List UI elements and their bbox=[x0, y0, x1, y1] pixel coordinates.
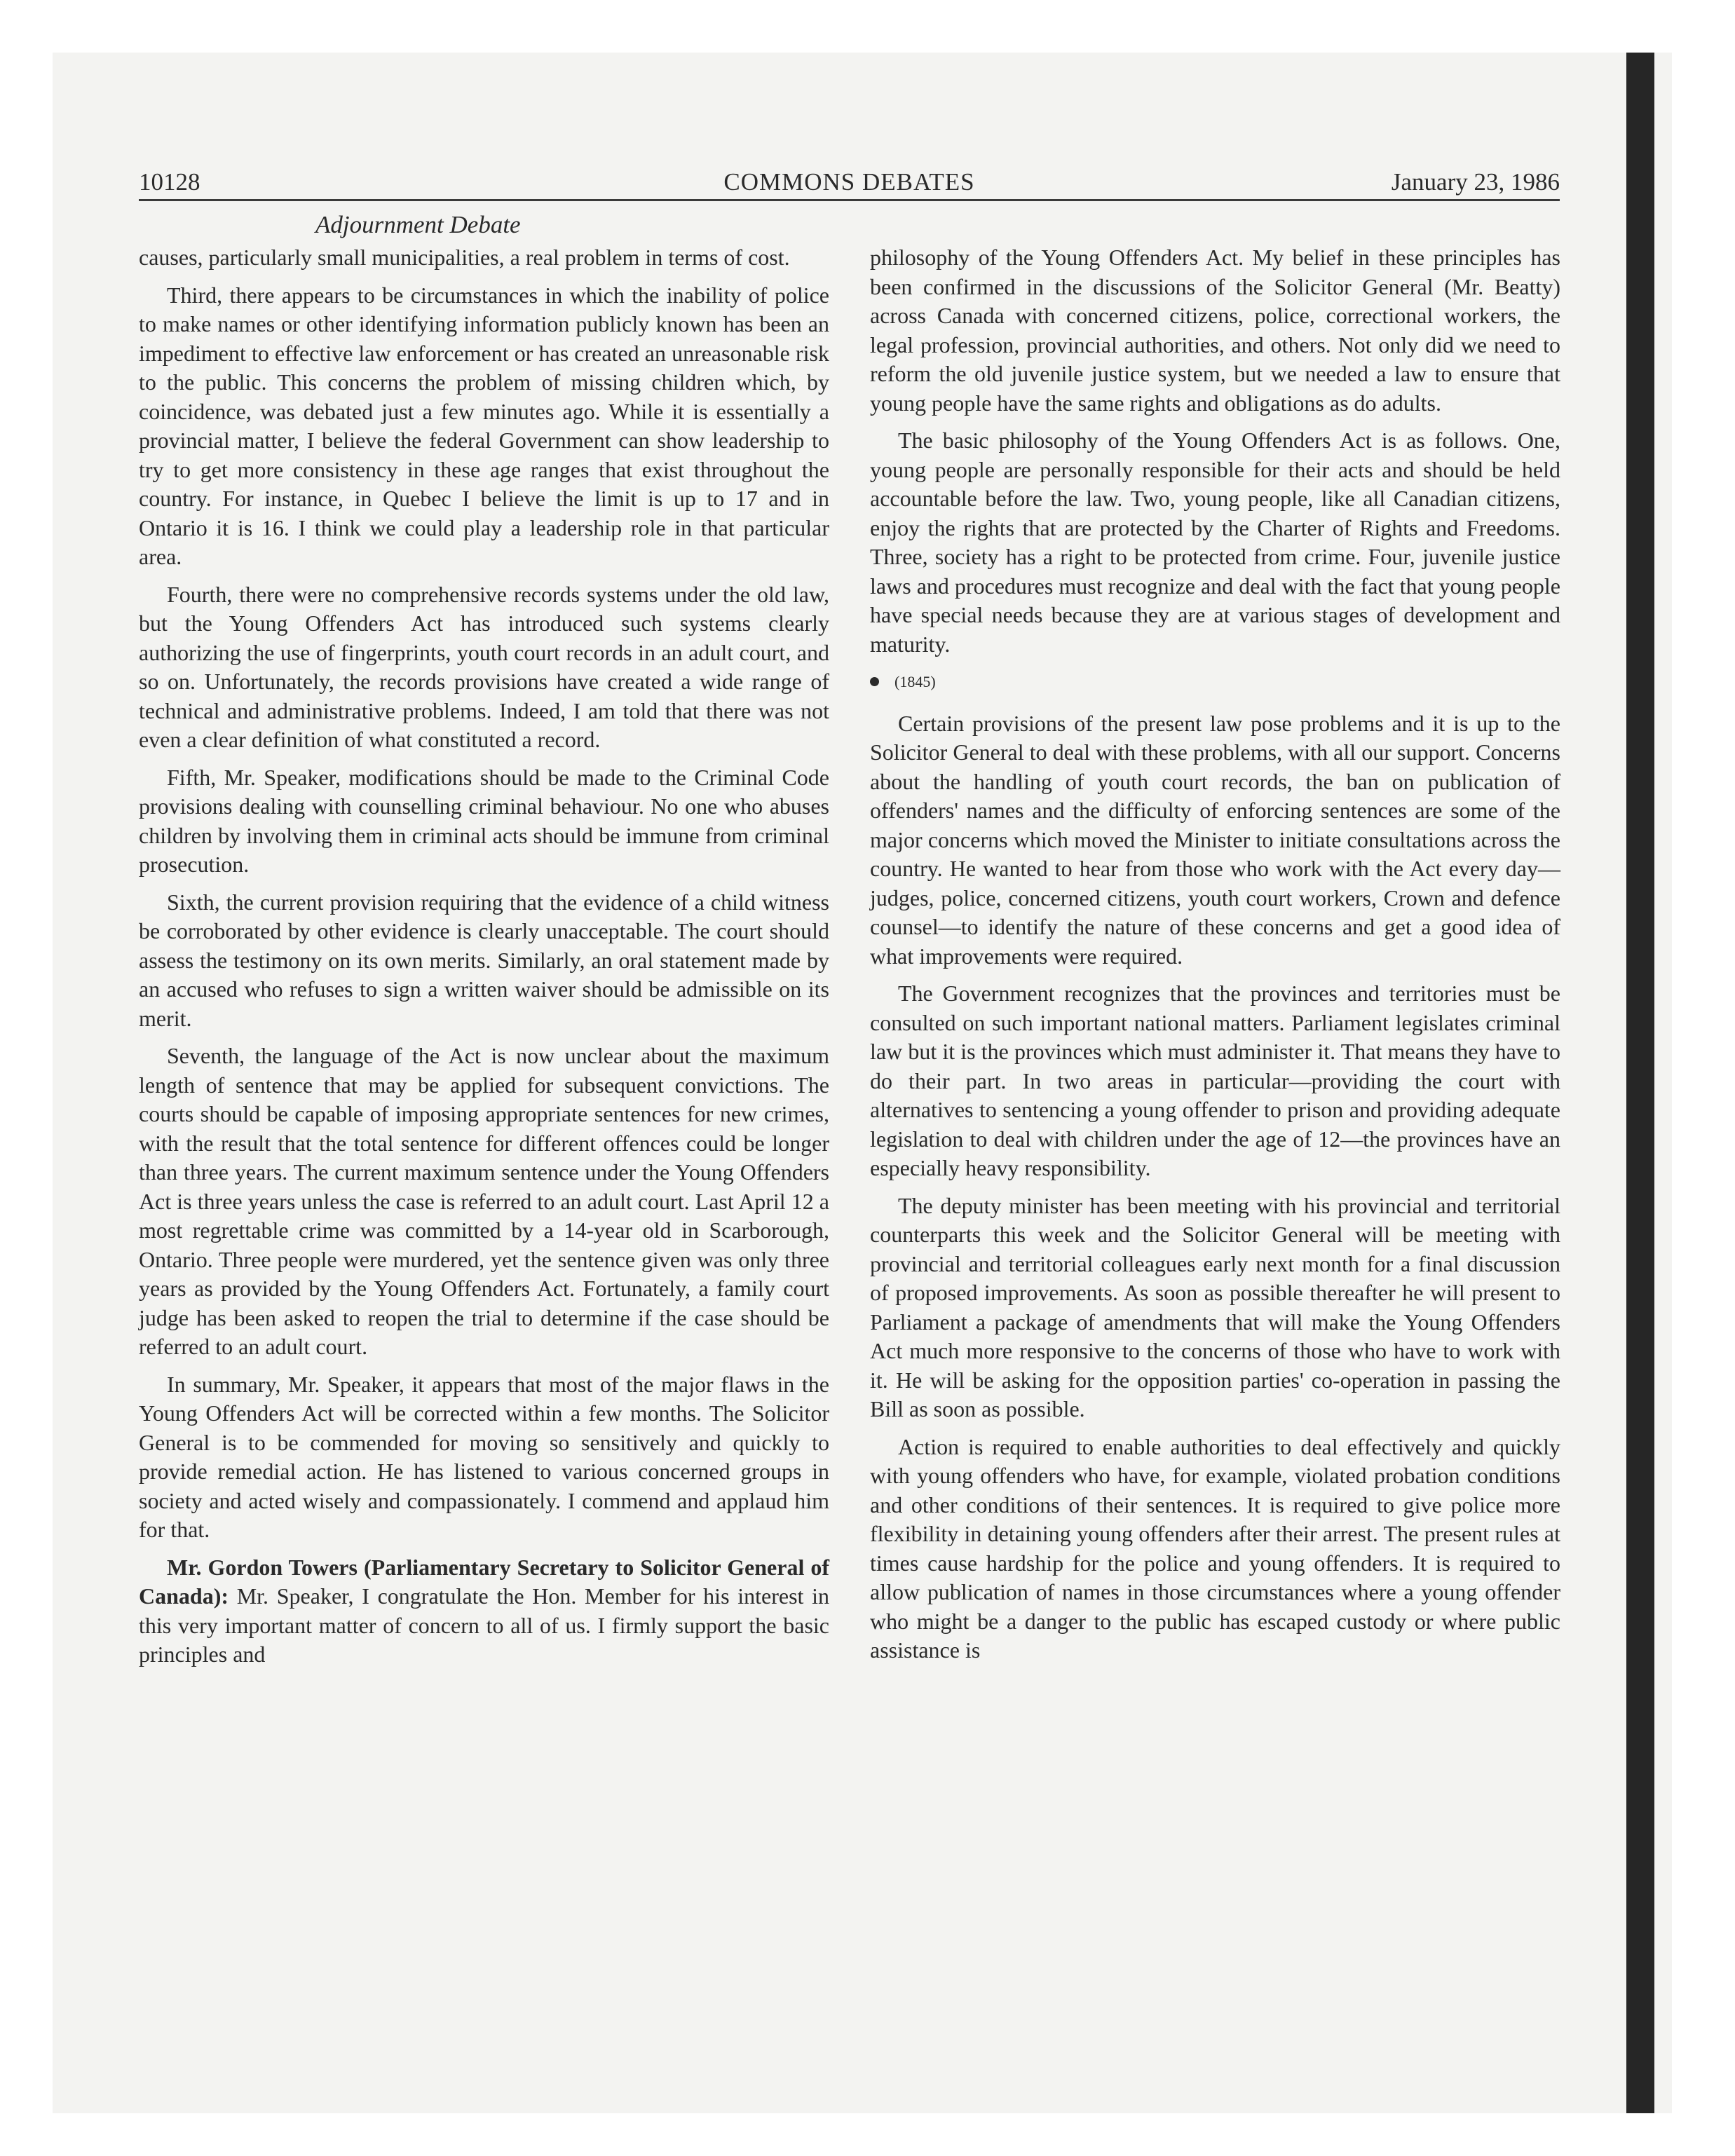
paragraph: Certain provisions of the present law pose problems and it is up to the Solicitor General to deal with these problems, with all our support. Concerns about the handling of youth court records, the ban on publication of offenders' names and the difficulty of enforcing sentences are some of the major concerns which moved the Minister to initiate consultations across the country. He wanted to hear from those who work with the Act every day—judges, police, concerned citizens, youth court workers, Crown and defence counsel—to identify the nature of these concerns and get a good idea of what improvements were required. bbox=[870, 710, 1560, 969]
speaker-text: Mr. Speaker, I congratulate the Hon. Member for his interest in this very important matter of concern to all of us. I firmly support the basic principles and bbox=[139, 1583, 829, 1667]
publication-date: January 23, 1986 bbox=[1391, 168, 1560, 196]
speaker-paragraph bbox=[139, 1553, 829, 1670]
paragraph: Action is required to enable authorities to deal effectively and quickly with young offenders who have, for example, violated probation conditions and other conditions of their sentences. It is required to give police more flexibility in detaining young offenders after their arrest. The present rules at times cause hardship for the police and young offenders. It is required to allow publication of names in those circumstances where a young offender who might be a danger to the public has escaped custody or where public assistance is bbox=[870, 1433, 1560, 1663]
speaker-name: Mr. Gordon Towers (Parliamentary Secretary to Solicitor General of Canada): bbox=[139, 1554, 829, 1609]
paragraph: In summary, Mr. Speaker, it appears that most of the major flaws in the Young Offenders Act will be corrected within a few months. The Solicitor General is to be commended for moving so sensitively and quickly to provide remedial action. He has listened to various concerned groups in society and acted wisely and compassionately. I commend and applaud him for that. bbox=[139, 1371, 829, 1542]
book-binding-edge bbox=[1626, 53, 1654, 2113]
right-column bbox=[870, 243, 1560, 1674]
page-number: 10128 bbox=[139, 168, 200, 196]
paragraph: philosophy of the Young Offenders Act. My belief in these principles has been confirmed in the discussions of the Solicitor General (Mr. Beatty) across Canada with concerned citizens, police, correctional workers, the legal profession, provincial authorities, and others. Not only did we need to reform the old juvenile justice system, but we needed a law to ensure that young people have the same rights and obligations as do adults. bbox=[870, 245, 1560, 416]
publication-title: COMMONS DEBATES bbox=[723, 168, 975, 196]
bullet-dot-icon bbox=[870, 677, 879, 686]
section-heading: Adjournment Debate bbox=[315, 211, 521, 238]
time-marker bbox=[870, 667, 1560, 697]
paragraph: Third, there appears to be circumstances in which the inability of police to make names or other identifying information publicly known has been an impediment to effective law enforcement or has created an unreasonable risk to the public. This concerns the problem of missing children which, by coincidence, was debated just a few minutes ago. While it is essentially a provincial matter, I believe the federal Government can show leadership to try to get more consistency in these age ranges that exist throughout the country. For instance, in Quebec I believe the limit is up to 17 and in Ontario it is 16. I think we could play a leadership role in that particular area. bbox=[139, 282, 829, 569]
paragraph: The deputy minister has been meeting with his provincial and territorial counterparts this week and the Solicitor General will be meeting with provincial and territorial colleagues early next month for a final discussion of proposed improvements. As soon as possible thereafter he will present to Parliament a package of amendments that will make the Young Offenders Act much more responsive to the concerns of those who have to work with it. He will be asking for the opposition parties' co-operation in passing the Bill as soon as possible. bbox=[870, 1192, 1560, 1421]
paragraph: Fifth, Mr. Speaker, modifications should be made to the Criminal Code provisions dealing with counselling criminal behaviour. No one who abuses children by involving them in criminal acts should be immune from criminal prosecution. bbox=[139, 764, 829, 877]
paragraph: Fourth, there were no comprehensive records systems under the old law, but the Young Offenders Act has introduced such systems clearly authorizing the use of fingerprints, youth court records in an adult court, and so on. Unfortunately, the records provisions have created a wide range of technical and administrative problems. Indeed, I am told that there was not even a clear definition of what constituted a record. bbox=[139, 581, 829, 752]
paragraph: The basic philosophy of the Young Offenders Act is as follows. One, young people are personally responsible for their acts and should be held accountable before the law. Two, young people, like all Canadian citizens, enjoy the rights that are protected by the Charter of Rights and Freedoms. Three, society has a right to be protected from crime. Four, juvenile justice laws and procedures must recognize and deal with the fact that young people have special needs because they are at various stages of development and maturity. bbox=[870, 428, 1560, 657]
running-header bbox=[139, 165, 1560, 201]
time-marker-label: (1845) bbox=[894, 673, 936, 690]
document-page bbox=[139, 165, 1560, 1667]
paragraph: causes, particularly small municipalities, a real problem in terms of cost. bbox=[139, 245, 790, 270]
left-column bbox=[139, 243, 829, 1678]
paragraph: Seventh, the language of the Act is now unclear about the maximum length of sentence that may be applied for subsequent convictions. The courts should be capable of imposing appropriate sentences for new crimes, with the result that the total sentence for different offences could be longer than three years. The current maximum sentence under the Young Offenders Act is three years unless the case is referred to an adult court. Last April 12 a most regrettable crime was committed by a 14-year old in Scarborough, Ontario. Three people were murdered, yet the sentence given was only three years as provided by the Young Offenders Act. Fortunately, a family court judge has been asked to reopen the trial to determine if the case should be referred to an adult court. bbox=[139, 1043, 829, 1359]
paragraph: The Government recognizes that the provinces and territories must be consulted on such important national matters. Parliament legislates criminal law but it is the provinces which must administer it. That means they have to do their part. In two areas in particular—providing the court with alternatives to sentencing a young offender to prison and providing adequate legislation to deal with children under the age of 12—the provinces have an especially heavy responsibility. bbox=[870, 981, 1560, 1180]
paragraph: Sixth, the current provision requiring that the evidence of a child witness be corroborated by other evidence is clearly unacceptable. The court should assess the testimony on its own merits. Similarly, an oral statement made by an accused who refuses to sign a written waiver should be admissible on its merit. bbox=[139, 889, 829, 1031]
